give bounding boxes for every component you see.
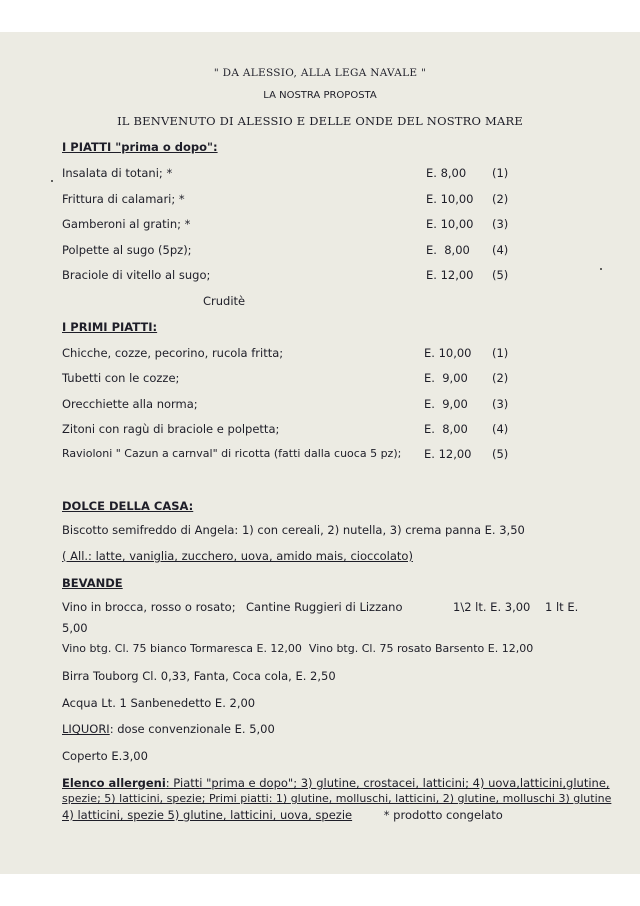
allergen-code: (5)	[492, 268, 509, 282]
allergen-line-1: : Piatti "prima e dopo"; 3) glutine, crostacei, latticini; 4) uova,latticini,glutine,	[165, 776, 610, 790]
section-heading-dolce: DOLCE DELLA CASA:	[62, 499, 194, 513]
wine-producer: Cantine Ruggieri di Lizzano	[246, 600, 403, 614]
section-heading-piatti: I PIATTI "prima o dopo":	[62, 140, 218, 154]
wine-carafe: Vino in brocca, rosso o rosato;	[62, 600, 236, 614]
menu-item-name: Chicche, cozze, pecorino, rucola fritta;	[62, 346, 284, 360]
menu-item-name: Frittura di calamari; *	[62, 192, 185, 206]
liquori-label: LIQUORI	[62, 722, 110, 736]
menu-item-name: Polpette al sugo (5pz);	[62, 243, 192, 257]
dessert-allergens: ( All.: latte, vaniglia, zucchero, uova, amido mais, cioccolato)	[62, 549, 413, 563]
menu-item-price: E. 10,00	[424, 346, 472, 360]
water: Acqua Lt. 1 Sanbenedetto E. 2,00	[62, 696, 256, 710]
dessert-line: Biscotto semifreddo di Angela: 1) con cereali, 2) nutella, 3) crema panna E. 3,50	[62, 523, 525, 537]
menu-item-price: E. 9,00	[424, 397, 468, 411]
soft-drinks: Birra Touborg Cl. 0,33, Fanta, Coca cola, E. 2,50	[62, 669, 336, 683]
allergen-line-2: spezie; 5) latticini, spezie; Primi piatti: 1) glutine, molluschi, latticini, 2) glutine, molluschi 3) glutine	[62, 792, 612, 805]
cover-charge: Coperto E.3,00	[62, 749, 148, 763]
menu-subtitle: LA NOSTRA PROPOSTA	[263, 90, 377, 101]
menu-item-price: E. 12,00	[424, 447, 472, 461]
liquori-line	[62, 722, 275, 736]
pen-mark	[51, 180, 53, 182]
allergen-code: (4)	[492, 243, 509, 257]
allergen-code: (3)	[492, 217, 509, 231]
bottled-wine: Vino btg. Cl. 75 bianco Tormaresca E. 12,00 Vino btg. Cl. 75 rosato Barsento E. 12,00	[62, 642, 534, 655]
allergen-line-3: 4) latticini, spezie 5) glutine, latticini, uova, spezie	[62, 808, 353, 822]
section-heading-bevande: BEVANDE	[62, 576, 123, 590]
menu-item-price: E. 12,00	[426, 268, 474, 282]
section-heading-primi: I PRIMI PIATTI:	[62, 320, 158, 334]
menu-item-name: Ravioloni " Cazun a carnval" di ricotta (fatti dalla cuoca 5 pz);	[62, 447, 402, 460]
liquori-text: : dose convenzionale E. 5,00	[109, 722, 275, 736]
carafe-price-continued: 5,00	[62, 621, 88, 635]
allergen-code: (5)	[492, 447, 509, 461]
allergen-code: (1)	[492, 166, 509, 180]
menu-item-price: E. 8,00	[426, 166, 467, 180]
menu-item-name: Gamberoni al gratin; *	[62, 217, 191, 231]
menu-item-price: E. 10,00	[426, 192, 474, 206]
frozen-footnote: * prodotto congelato	[383, 808, 503, 822]
crudite-note: Cruditè	[203, 294, 246, 308]
menu-item-price: E. 9,00	[424, 371, 468, 385]
restaurant-title: " DA ALESSIO, ALLA LEGA NAVALE "	[213, 67, 427, 79]
menu-item-name: Insalata di totani; *	[62, 166, 173, 180]
carafe-prices: 1\2 lt. E. 3,00 1 lt E.	[453, 600, 579, 614]
menu-item-price: E. 8,00	[424, 422, 468, 436]
allergen-label: Elenco allergeni	[62, 776, 166, 790]
allergen-list	[62, 775, 612, 823]
allergen-code: (3)	[492, 397, 509, 411]
pen-mark	[600, 268, 602, 270]
menu-item-name: Orecchiette alla norma;	[62, 397, 198, 411]
menu-item-name: Zitoni con ragù di braciole e polpetta;	[62, 422, 280, 436]
menu-item-price: E. 8,00	[426, 243, 470, 257]
welcome-heading: IL BENVENUTO DI ALESSIO E DELLE ONDE DEL NOSTRO MARE	[117, 114, 523, 128]
allergen-code: (1)	[492, 346, 509, 360]
allergen-code: (2)	[492, 371, 509, 385]
allergen-code: (2)	[492, 192, 509, 206]
menu-item-price: E. 10,00	[426, 217, 474, 231]
menu-item-name: Braciole di vitello al sugo;	[62, 268, 211, 282]
menu-item-name: Tubetti con le cozze;	[62, 371, 180, 385]
allergen-code: (4)	[492, 422, 509, 436]
